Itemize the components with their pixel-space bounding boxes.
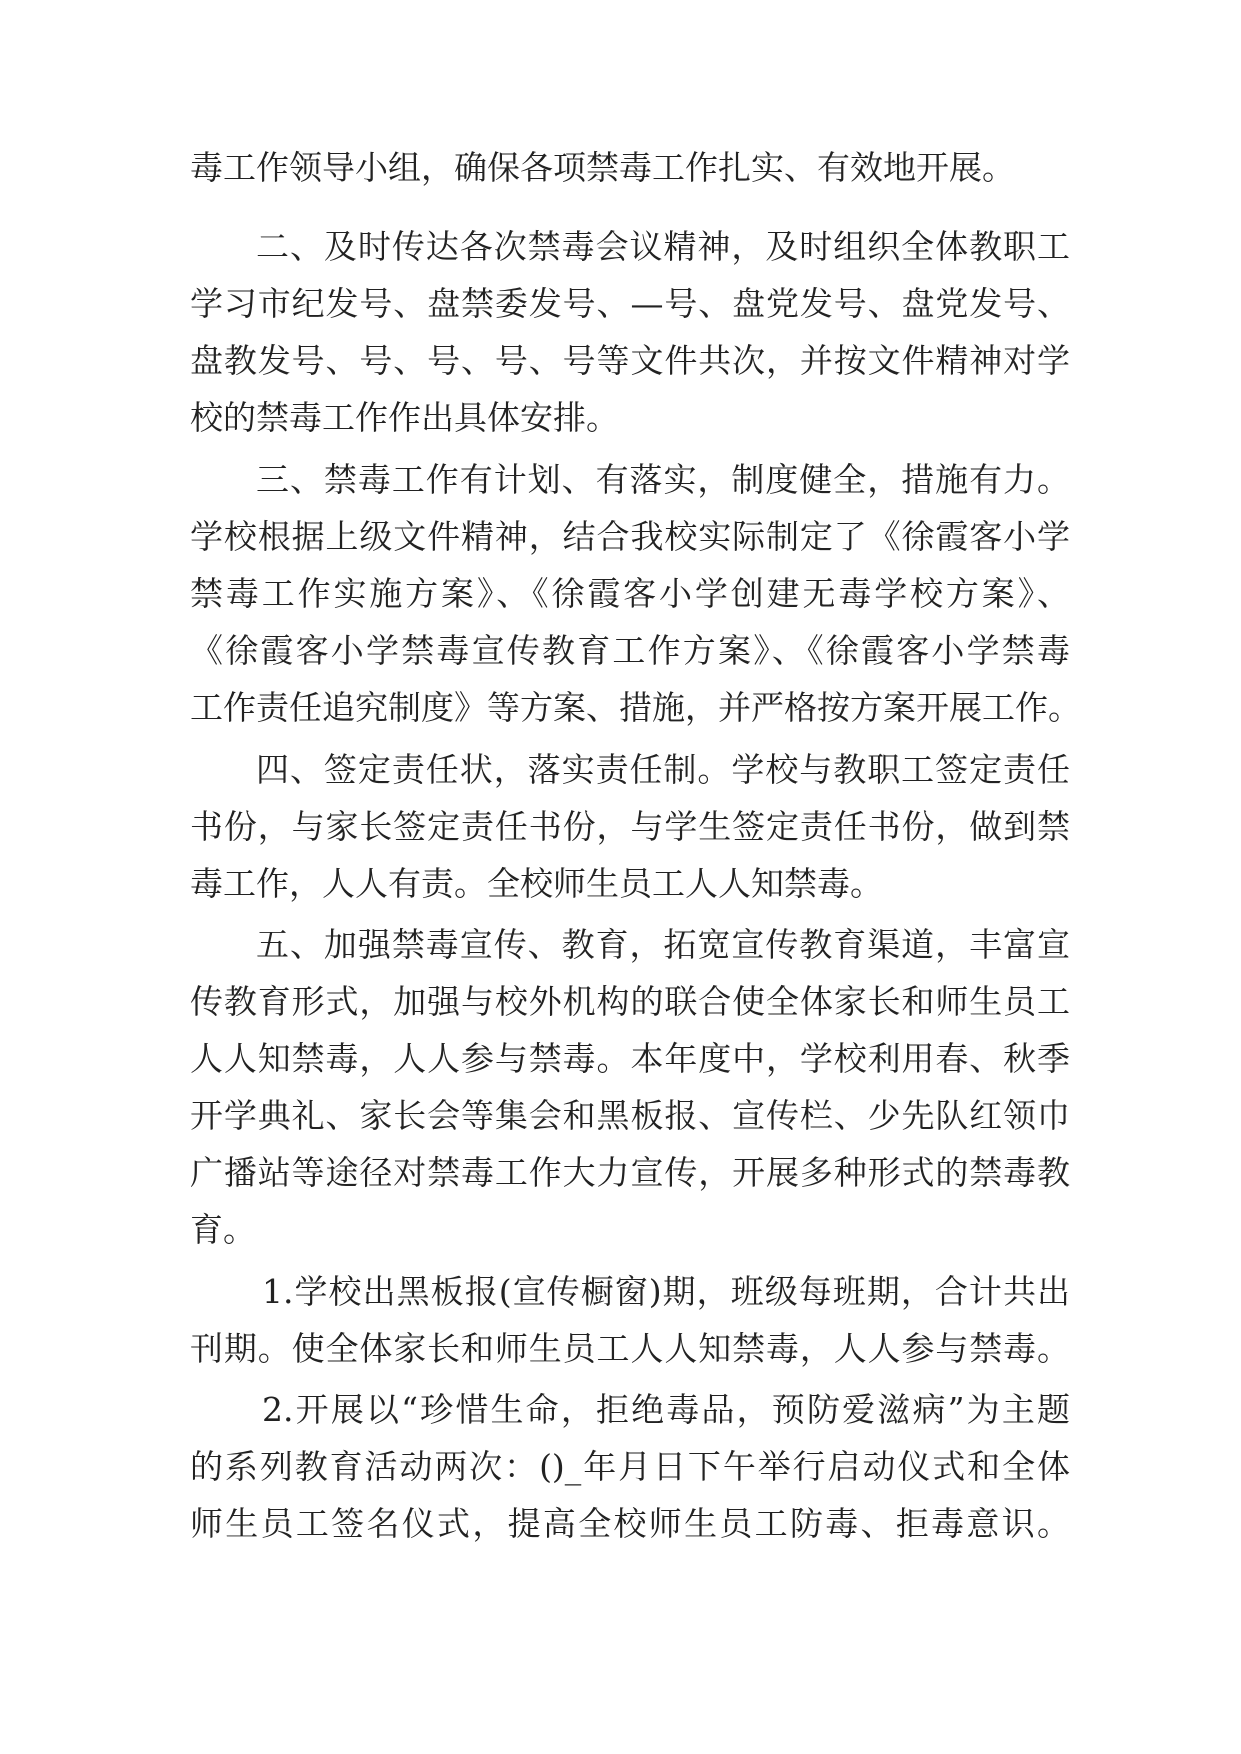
paragraph-3-line-0: 四、签定责任状，落实责任制。学校与教职工签定责任 xyxy=(256,750,1070,789)
paragraph-6-line-1: 的系列教育活动两次：()_年月日下午举行启动仪式和全体 xyxy=(190,1447,1070,1486)
paragraph-6-line-0: 2.开展以“珍惜生命，拒绝毒品，预防爱滋病”为主题 xyxy=(262,1390,1070,1429)
paragraph-1-line-0: 二、及时传达各次禁毒会议精神，及时组织全体教职工 xyxy=(256,227,1070,266)
paragraph-4-line-3: 开学典礼、家长会等集会和黑板报、宣传栏、少先队红领巾 xyxy=(190,1096,1070,1135)
paragraph-1-line-1: 学习市纪发号、盘禁委发号、—号、盘党发号、盘党发号、 xyxy=(190,284,1070,323)
paragraph-3-line-1: 书份，与家长签定责任书份，与学生签定责任书份，做到禁 xyxy=(190,807,1070,846)
paragraph-2-line-4: 工作责任追究制度》等方案、措施，并严格按方案开展工作。 xyxy=(190,688,1081,727)
paragraph-4-line-5: 育。 xyxy=(190,1210,256,1249)
paragraph-4-line-2: 人人知禁毒，人人参与禁毒。本年度中，学校利用春、秋季 xyxy=(190,1039,1070,1078)
paragraph-2-line-3: 《徐霞客小学禁毒宣传教育工作方案》、《徐霞客小学禁毒 xyxy=(190,631,1070,670)
paragraph-5-line-1: 刊期。使全体家长和师生员工人人知禁毒，人人参与禁毒。 xyxy=(190,1329,1070,1368)
paragraph-1-line-3: 校的禁毒工作作出具体安排。 xyxy=(190,398,619,437)
paragraph-4-line-1: 传教育形式，加强与校外机构的联合使全体家长和师生员工 xyxy=(190,982,1070,1021)
paragraph-0-line-0: 毒工作领导小组，确保各项禁毒工作扎实、有效地开展。 xyxy=(190,148,1015,187)
paragraph-6-line-2: 师生员工签名仪式，提高全校师生员工防毒、拒毒意识。 xyxy=(190,1504,1070,1543)
paragraph-5-line-0: 1.学校出黑板报(宣传橱窗)期，班级每班期，合计共出 xyxy=(262,1272,1070,1311)
paragraph-4-line-4: 广播站等途径对禁毒工作大力宣传，开展多种形式的禁毒教 xyxy=(190,1153,1070,1192)
paragraph-4-line-0: 五、加强禁毒宣传、教育，拓宽宣传教育渠道，丰富宣 xyxy=(256,925,1070,964)
paragraph-1-line-2: 盘教发号、号、号、号、号等文件共次，并按文件精神对学 xyxy=(190,341,1070,380)
paragraph-3-line-2: 毒工作，人人有责。全校师生员工人人知禁毒。 xyxy=(190,864,883,903)
paragraph-2-line-1: 学校根据上级文件精神，结合我校实际制定了《徐霞客小学 xyxy=(190,517,1070,556)
paragraph-2-line-0: 三、禁毒工作有计划、有落实，制度健全，措施有力。 xyxy=(256,460,1070,499)
paragraph-2-line-2: 禁毒工作实施方案》、《徐霞客小学创建无毒学校方案》、 xyxy=(190,574,1070,613)
